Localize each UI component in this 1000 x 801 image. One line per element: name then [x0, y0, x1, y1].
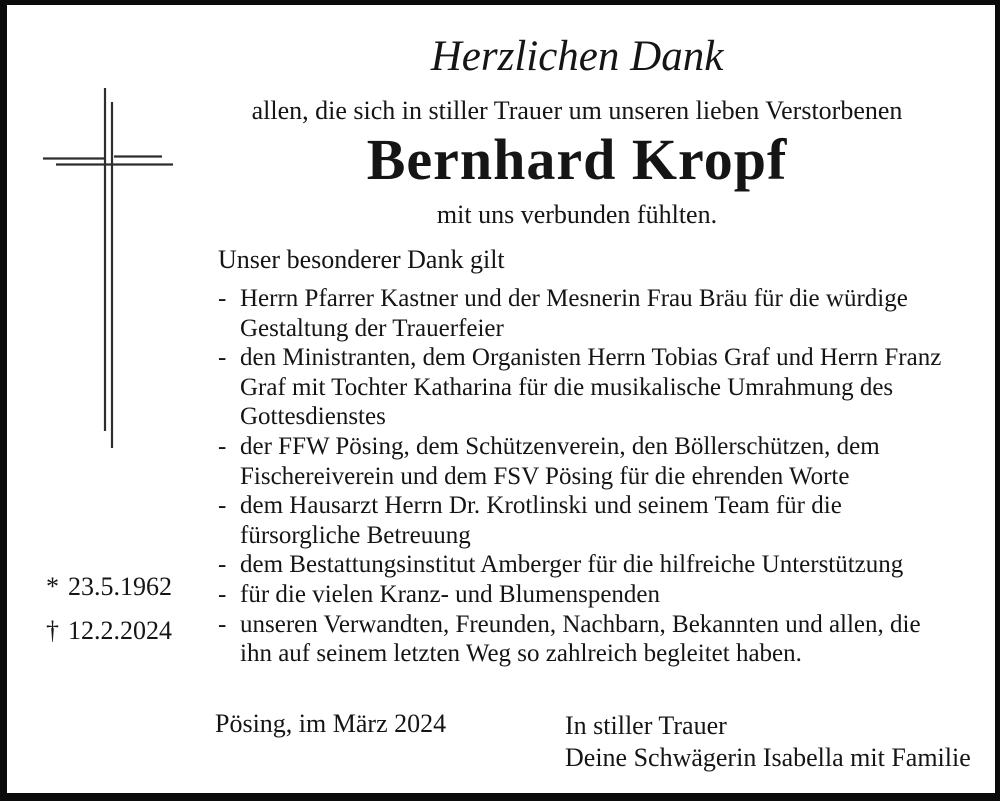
thanks-item-text: dem Bestattungsinstitut Amberger für die hilfreiche Unterstützung [240, 551, 904, 579]
closing-line: In stiller Trauer [565, 711, 727, 740]
birth-date-value: 23.5.1962 [68, 572, 172, 601]
notice-title: Herzlichen Dank [430, 33, 724, 80]
bullet-dash: - [218, 551, 227, 579]
thanks-list-item [218, 343, 952, 432]
thanks-list-item [218, 610, 952, 669]
memorial-cross-icon [0, 0, 210, 470]
thanks-list-item [218, 491, 952, 550]
signature-line: Deine Schwägerin Isabella mit Familie [565, 743, 971, 772]
bullet-dash: - [218, 432, 227, 460]
birth-date [46, 572, 172, 602]
thanks-item-text: den Ministranten, dem Organisten Herrn Tobias Graf und Herrn Franz Graf mit Tochter Katharina für die musikalische Umrahmung des Gottesdienstes [240, 344, 942, 431]
thanks-item-text: der FFW Pösing, dem Schützenverein, den Böllerschützen, dem Fischereiverein und dem FSV Pösing für die ehrenden Worte [240, 432, 880, 490]
thanks-item-text: unseren Verwandten, Freunden, Nachbarn, Bekannten und allen, die ihn auf seinem letzten Weg so zahlreich begleitet haben. [240, 610, 921, 668]
bullet-dash: - [218, 580, 227, 608]
death-dagger-symbol: † [46, 616, 59, 645]
place-and-date: Pösing, im März 2024 [215, 709, 447, 738]
thanks-list-item [218, 550, 952, 580]
thanks-item-text: für die vielen Kranz- und Blumenspenden [240, 580, 661, 608]
thanks-item-text: Herrn Pfarrer Kastner und der Mesnerin Frau Bräu für die würdige Gestaltung der Trauerfeier [240, 285, 908, 342]
bullet-dash: - [218, 610, 227, 638]
bullet-dash: - [218, 492, 227, 520]
bullet-dash: - [218, 344, 227, 372]
thanks-item-text: dem Hausarzt Herrn Dr. Krotlinski und seinem Team für die fürsorgliche Betreuung [240, 492, 842, 549]
bullet-dash: - [218, 285, 227, 312]
thanks-list-item [218, 580, 952, 610]
thanks-intro: Unser besonderer Dank gilt [218, 245, 505, 274]
notice-outro-line: mit uns verbunden fühlten. [436, 200, 718, 229]
thanks-list-item [218, 432, 952, 491]
notice-intro-line: allen, die sich in stiller Trauer um unseren lieben Verstorbenen [251, 96, 903, 125]
thanks-list [218, 284, 952, 669]
thanks-list-item [218, 284, 952, 343]
death-date-value: 12.2.2024 [68, 616, 172, 645]
birth-star-symbol: * [46, 572, 59, 601]
deceased-name: Bernhard Kropf [366, 127, 788, 192]
death-date [46, 616, 172, 646]
